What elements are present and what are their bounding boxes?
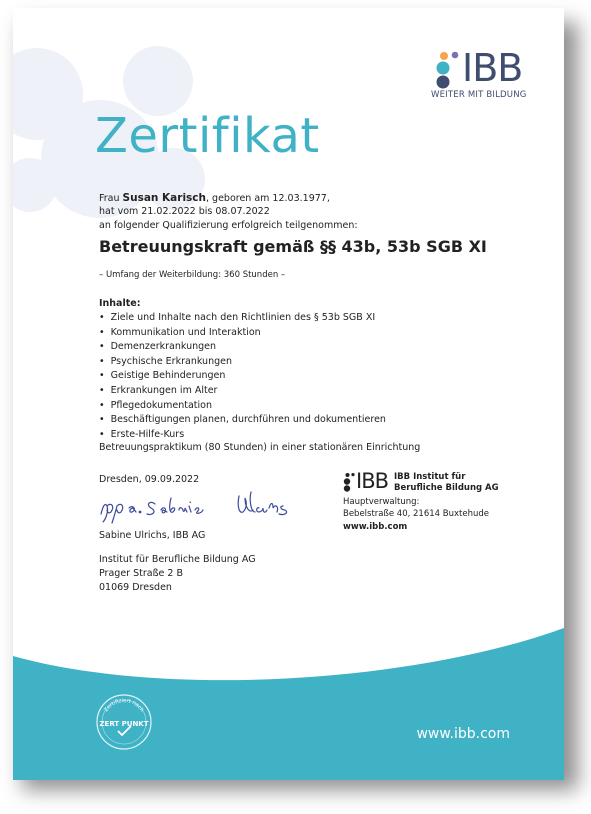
svg-text:Zertifiziert nach [103, 698, 144, 713]
company-name-line-1: IBB Institut für [394, 472, 466, 482]
certificate-page [13, 8, 564, 780]
certification-seal [95, 693, 153, 751]
participation-line: an folgender Qualifizierung erfolgreich teilgenommen: [99, 220, 358, 231]
hq-address: Bebelstraße 40, 21614 Buxtehude [343, 509, 489, 519]
signer-name: Sabine Ulrichs, IBB AG [99, 530, 206, 541]
company-website: www.ibb.com [343, 522, 408, 532]
birth-date: , geboren am 12.03.1977, [206, 193, 330, 204]
contents-list [99, 311, 386, 442]
hq-label: Hauptverwaltung: [343, 497, 420, 507]
internship-line: Betreuungspraktikum (80 Stunden) in einer stationären Einrichtung [99, 442, 421, 453]
company-logo-word: IBB [356, 469, 389, 493]
period-line: hat vom 21.02.2022 bis 08.07.2022 [99, 206, 270, 217]
qualification-title: Betreuungskraft gemäß §§ 43b, 53b SGB XI [99, 237, 487, 256]
company-name-line-2: Berufliche Bildung AG [394, 483, 499, 493]
logo-tagline: WEITER MIT BILDUNG [431, 90, 527, 100]
address-line-1: Institut für Berufliche Bildung AG [99, 554, 256, 565]
seal-top-text: Zertifiziert nach [103, 697, 145, 714]
recipient-name: Susan Karisch [122, 192, 206, 204]
ibb-logo [431, 46, 531, 106]
list-item: • Psychische Erkrankungen [99, 355, 386, 370]
footer-website-link[interactable]: www.ibb.com [416, 726, 510, 742]
scope-line: – Umfang der Weiterbildung: 360 Stunden – [99, 270, 286, 280]
small-logo-dots-icon [342, 472, 356, 492]
list-item: • Erkrankungen im Alter [99, 384, 386, 399]
list-item: • Ziele und Inhalte nach den Richtlinien des § 53b SGB XI [99, 311, 386, 326]
decor-bubble [123, 46, 193, 116]
certificate-title: Zertifikat [95, 108, 320, 164]
list-item: • Erste-Hilfe-Kurs [99, 428, 386, 443]
list-item: • Pflegedokumentation [99, 399, 386, 414]
place-date: Dresden, 09.09.2022 [99, 474, 200, 485]
contents-heading: Inhalte: [99, 298, 141, 309]
logo-word: IBB [462, 46, 523, 90]
list-item: • Beschäftigungen planen, durchführen und dokumentieren [99, 413, 386, 428]
list-item: • Demenzerkrankungen [99, 340, 386, 355]
list-item: • Geistige Behinderungen [99, 369, 386, 384]
address-line-3: 01069 Dresden [99, 582, 172, 593]
intro-name-line [99, 192, 330, 204]
seal-main-text: ZERT PUNKT [99, 720, 149, 728]
intro-prefix: Frau [99, 193, 123, 204]
signature [99, 484, 299, 524]
list-item: • Kommunikation und Interaktion [99, 326, 386, 341]
address-line-2: Prager Straße 2 B [99, 568, 184, 579]
logo-dots-icon [431, 49, 465, 89]
